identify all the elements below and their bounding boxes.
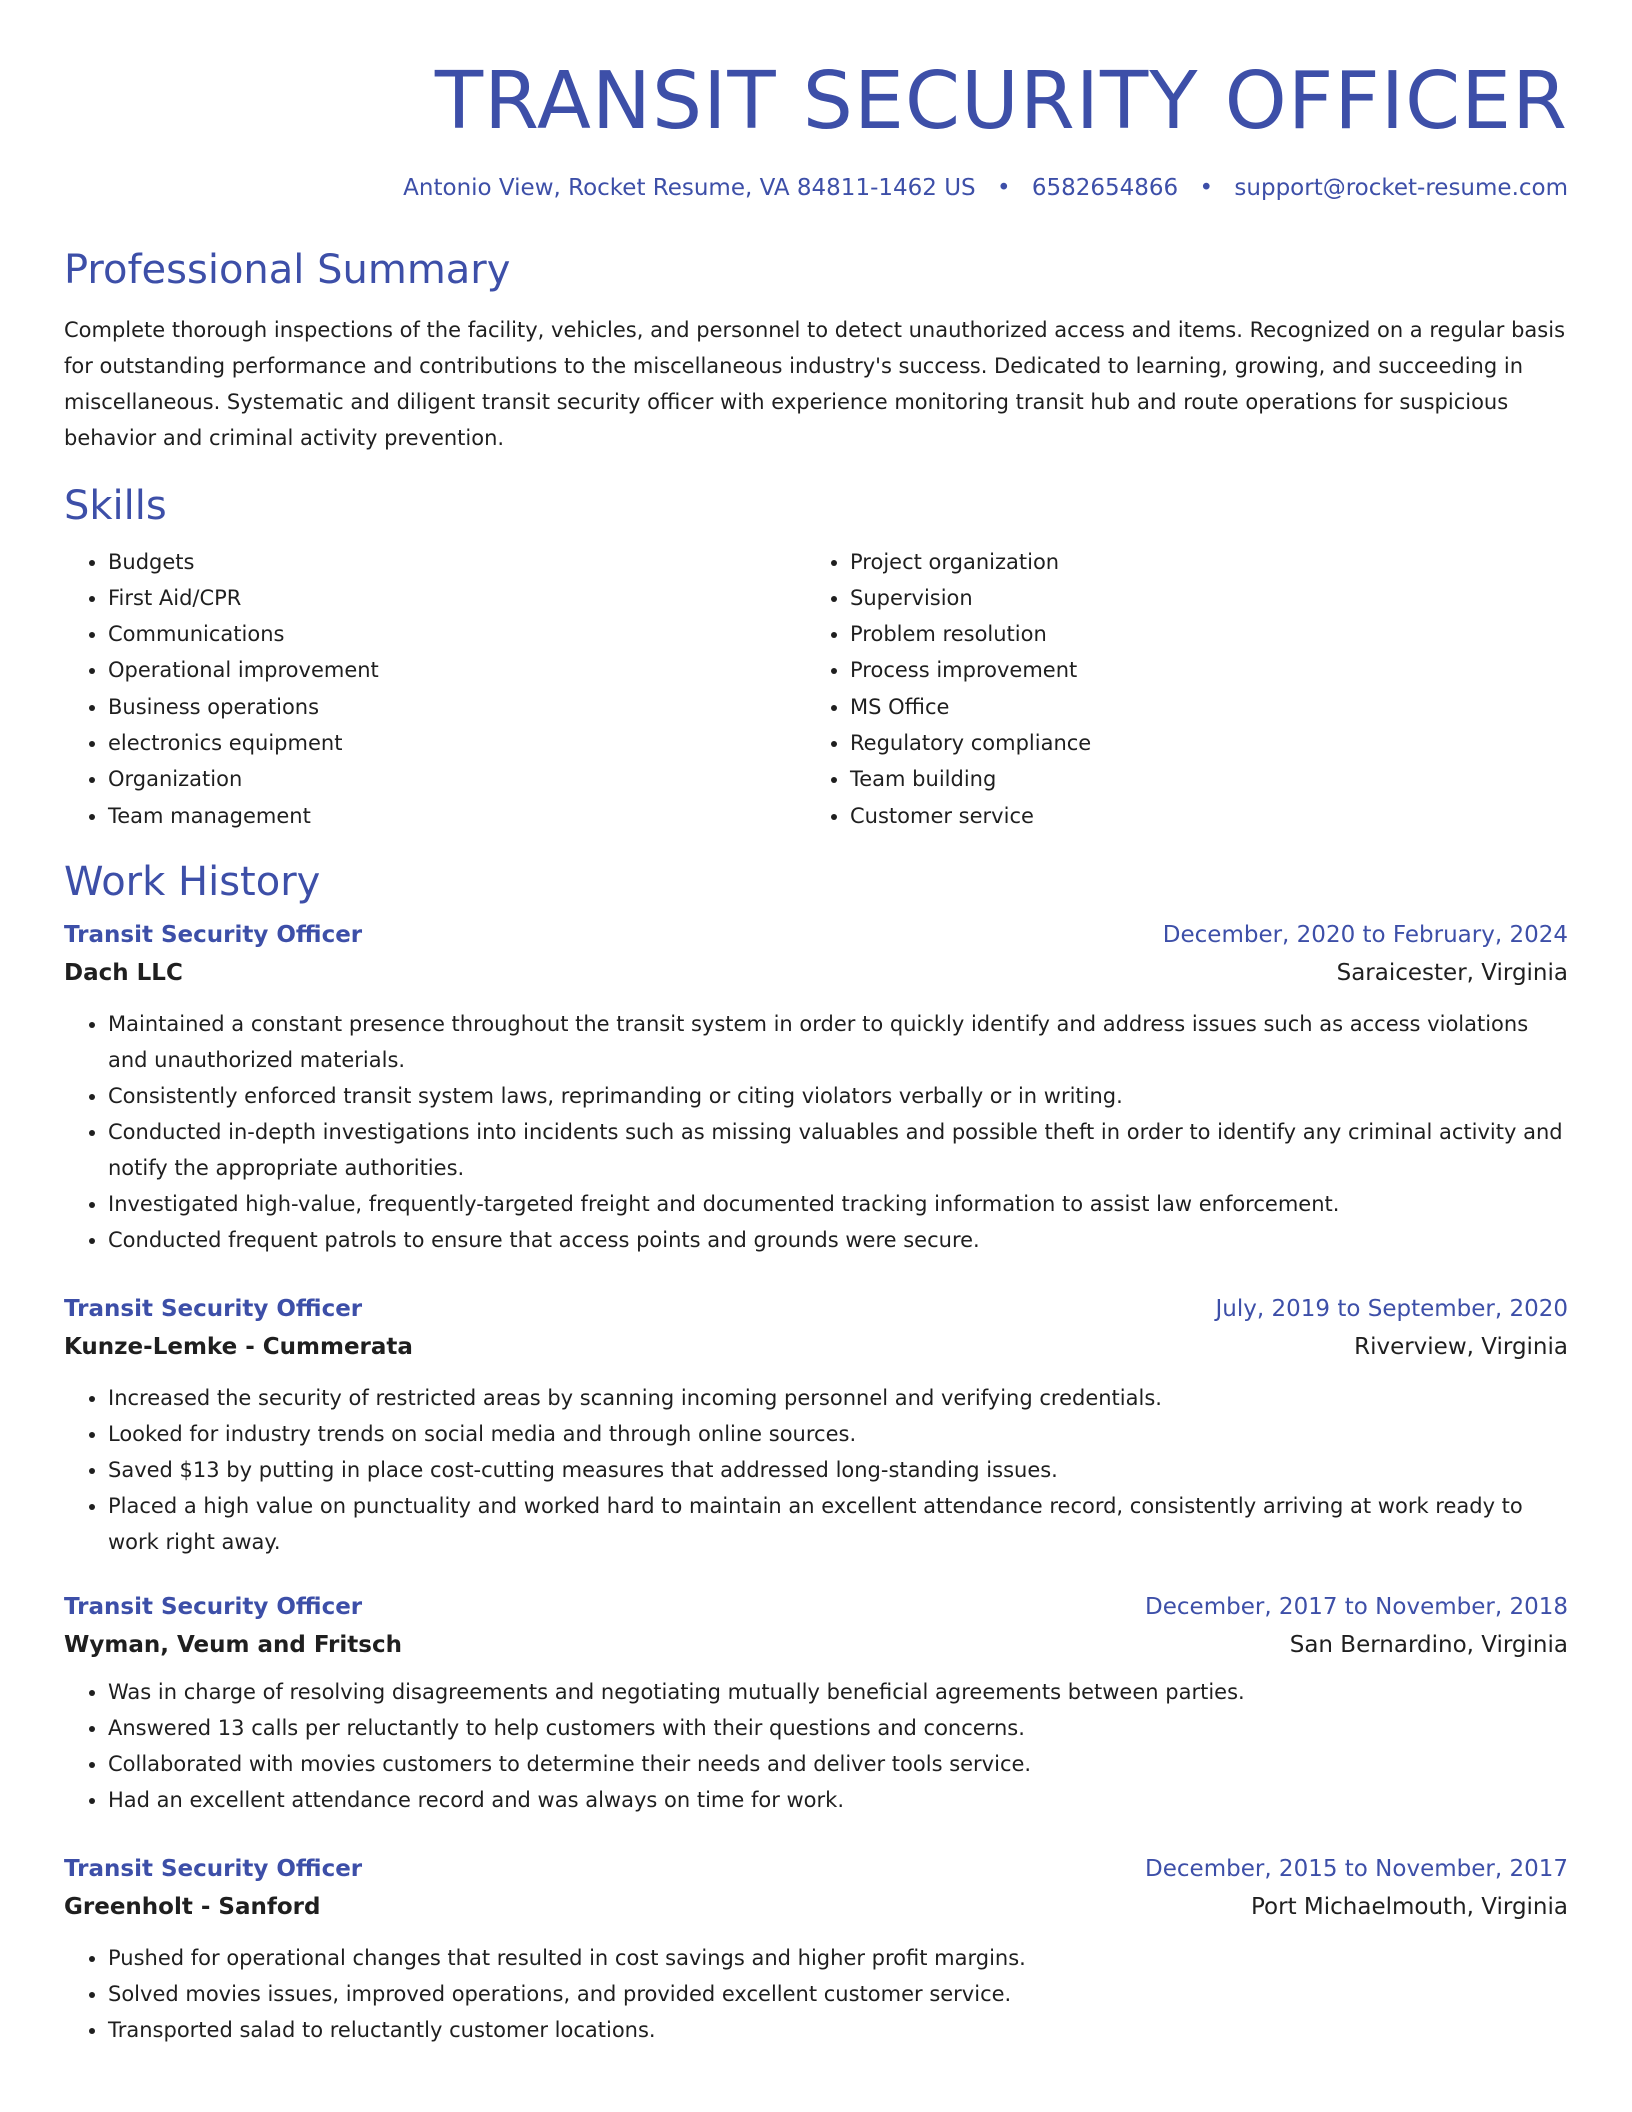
skill-item: • Customer service [850,798,1548,834]
job-dates: December, 2017 to November, 2018 [1145,1593,1568,1620]
skill-item: • Problem resolution [850,616,1548,652]
job-bullets [64,1006,1568,1258]
job-entry [64,1290,1568,1560]
resume-name: TRANSIT SECURITY OFFICER [434,55,1568,147]
job-bullet: • Investigated high-value, frequently-targeted freight and documented tracking information to assist law enforcement. [108,1186,1568,1222]
resume-page [64,0,1568,2048]
job-company: Kunze-Lemke - Cummerata [64,1333,413,1360]
skill-item: • MS Office [850,689,1548,725]
job-company: Wyman, Veum and Fritsch [64,1631,402,1658]
skill-item: • Team management [108,798,806,834]
job-bullet: • Maintained a constant presence throughout the transit system in order to quickly identify and address issues such as access violations and unauthorized materials. [108,1006,1568,1078]
job-title: Transit Security Officer [64,1295,363,1322]
job-location: Saraicester, Virginia [1336,959,1568,986]
contact-line [64,175,1568,203]
skill-item: • Budgets [108,544,806,580]
job-bullets [64,1940,1568,2048]
summary-text: Complete thorough inspections of the facility, vehicles, and personnel to detect unauthorized access and items. Recognized on a regular basis for outstanding performance and contributions to the miscellaneous industry's success. Dedicated to learning, growing, and succeeding in miscellaneous. Systematic and diligent transit security officer with experience monitoring transit hub and route operations for suspicious behavior and criminal activity prevention. [64,317,1566,450]
skill-item: • Organization [108,761,806,797]
job-entry [64,1588,1568,1818]
work-history-heading: Work History [64,858,321,905]
job-location: Port Michaelmouth, Virginia [1251,1893,1568,1920]
contact-phone[interactable]: 6582654866 [1031,175,1179,201]
job-dates: December, 2020 to February, 2024 [1162,921,1568,948]
skills-list-right [806,544,1548,834]
job-title: Transit Security Officer [64,921,363,948]
contact-address: Antonio View, Rocket Resume, VA 84811-1462 US [403,175,976,201]
job-bullet: • Pushed for operational changes that resulted in cost savings and higher profit margins. [108,1940,1568,1976]
skill-item: • Business operations [108,689,806,725]
job-bullet: • Saved $13 by putting in place cost-cutting measures that addressed long-standing issues. [108,1452,1568,1488]
job-dates: July, 2019 to September, 2020 [1215,1295,1568,1322]
contact-email[interactable]: support@rocket-resume.com [1234,175,1568,201]
skill-item: • electronics equipment [108,725,806,761]
job-header [64,1588,1568,1626]
job-title: Transit Security Officer [64,1855,363,1882]
job-entry [64,916,1568,1258]
skill-item: • Regulatory compliance [850,725,1548,761]
job-subheader [64,1328,1568,1366]
job-bullet: • Had an excellent attendance record and was always on time for work. [108,1782,1568,1818]
contact-separator: • [996,175,1011,201]
job-subheader [64,1888,1568,1926]
job-company: Greenholt - Sanford [64,1893,321,1920]
job-location: Riverview, Virginia [1354,1333,1568,1360]
job-bullet: • Placed a high value on punctuality and worked hard to maintain an excellent attendance record, consistently arriving at work ready to work right away. [108,1488,1568,1560]
job-bullet: • Consistently enforced transit system laws, reprimanding or citing violators verbally or in writing. [108,1078,1568,1114]
skill-item: • First Aid/CPR [108,580,806,616]
job-location: San Bernardino, Virginia [1289,1631,1568,1658]
job-header [64,1850,1568,1888]
summary-heading: Professional Summary [64,246,511,293]
skill-item: • Operational improvement [108,652,806,688]
job-bullet: • Solved movies issues, improved operations, and provided excellent customer service. [108,1976,1568,2012]
job-header [64,916,1568,954]
skills-heading: Skills [64,482,167,529]
job-title: Transit Security Officer [64,1593,363,1620]
job-entry [64,1850,1568,2048]
job-header [64,1290,1568,1328]
contact-separator: • [1199,175,1214,201]
job-bullets [64,1674,1568,1818]
job-company: Dach LLC [64,959,183,986]
job-dates: December, 2015 to November, 2017 [1145,1855,1568,1882]
job-bullet: • Conducted in-depth investigations into incidents such as missing valuables and possible theft in order to identify any criminal activity and notify the appropriate authorities. [108,1114,1568,1186]
job-subheader [64,954,1568,992]
job-bullet: • Collaborated with movies customers to determine their needs and deliver tools service. [108,1746,1568,1782]
skill-item: • Team building [850,761,1548,797]
skills-list-left [64,544,806,834]
skills-grid [64,544,1568,834]
skill-item: • Supervision [850,580,1548,616]
skill-item: • Project organization [850,544,1548,580]
job-bullet: • Looked for industry trends on social media and through online sources. [108,1416,1568,1452]
job-bullets [64,1380,1568,1560]
job-subheader [64,1626,1568,1664]
job-bullet: • Transported salad to reluctantly customer locations. [108,2012,1568,2048]
skill-item: • Communications [108,616,806,652]
skill-item: • Process improvement [850,652,1548,688]
job-bullet: • Conducted frequent patrols to ensure that access points and grounds were secure. [108,1222,1568,1258]
job-bullet: • Answered 13 calls per reluctantly to help customers with their questions and concerns. [108,1710,1568,1746]
job-bullet: • Was in charge of resolving disagreements and negotiating mutually beneficial agreements between parties. [108,1674,1568,1710]
job-bullet: • Increased the security of restricted areas by scanning incoming personnel and verifying credentials. [108,1380,1568,1416]
